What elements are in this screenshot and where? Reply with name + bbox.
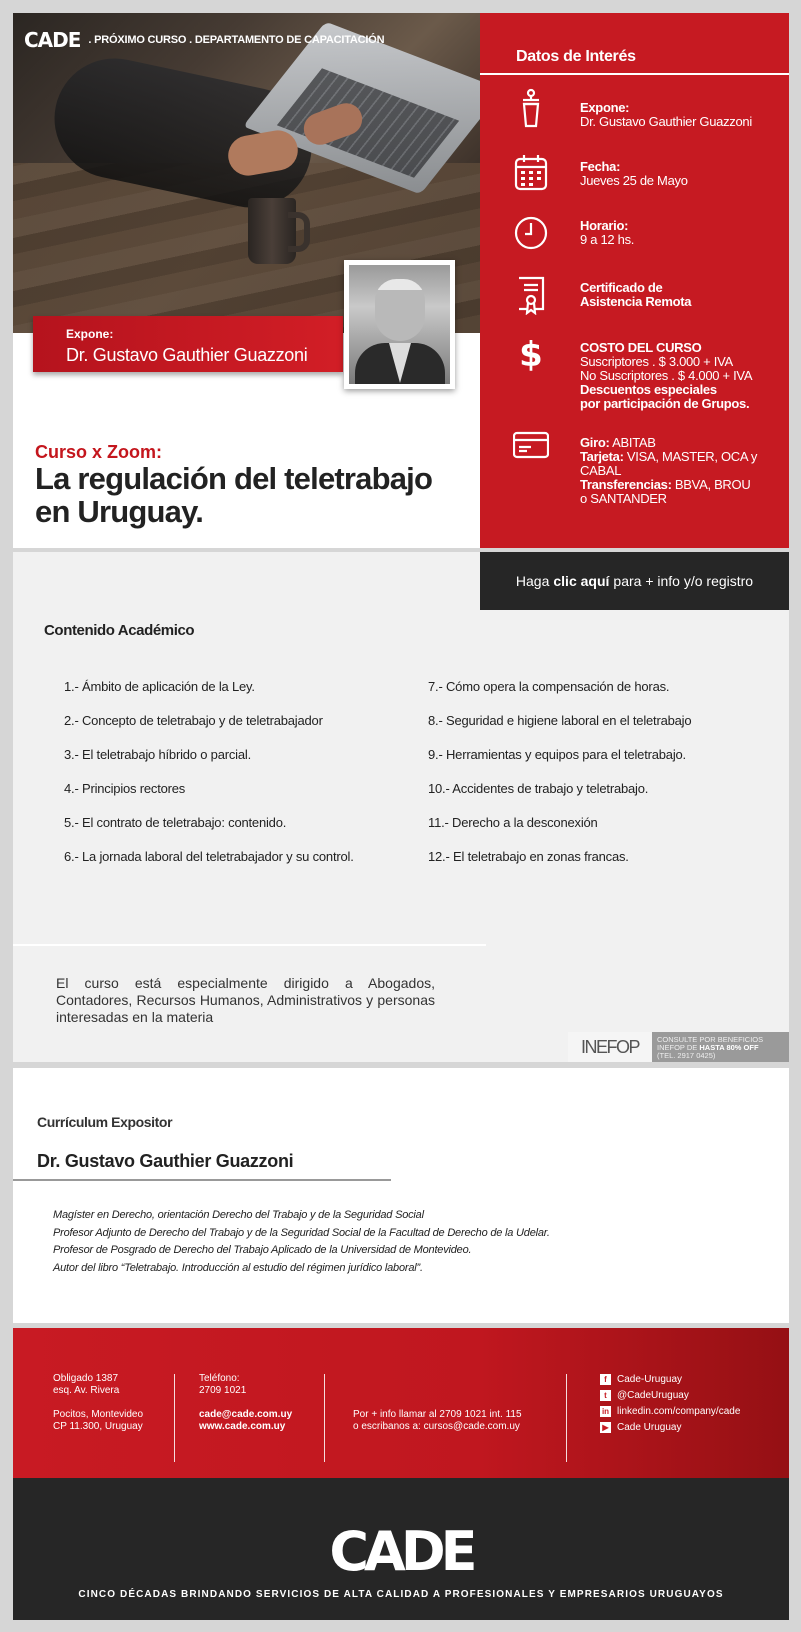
datos-transferencias-label: Transferencias:	[580, 477, 672, 492]
inefop-logo: INEFOP	[568, 1032, 652, 1062]
footer-info	[353, 1409, 522, 1433]
datos-costo-suscriptores: Suscriptores . $ 3.000 + IVA	[580, 354, 733, 369]
speaker-name: Dr. Gustavo Gauthier Guazzoni	[66, 345, 308, 365]
linkedin-icon: in	[601, 1407, 610, 1416]
datos-expone-value: Dr. Gustavo Gauthier Guazzoni	[580, 114, 752, 129]
cv-divider	[13, 1179, 391, 1181]
svg-text:$: $	[519, 335, 543, 373]
datos-fecha-label: Fecha:	[580, 159, 621, 174]
certificate-icon	[513, 275, 549, 315]
cv-line: Profesor de Posgrado de Derecho del Trabajo Aplicado de la Universidad de Montevideo.	[53, 1244, 472, 1256]
contenido-title: Contenido Académico	[44, 622, 195, 639]
list-item: 2.- Concepto de teletrabajo y de teletrabajador	[64, 713, 323, 728]
address-line: CP 11.300, Uruguay	[53, 1421, 143, 1432]
course-title: La regulación del teletrabajo en Uruguay.	[35, 461, 433, 529]
datos-horario-label: Horario:	[580, 218, 629, 233]
social-youtube[interactable]	[600, 1422, 681, 1433]
footer-separator	[174, 1374, 175, 1462]
inefop-banner[interactable]	[568, 1032, 789, 1062]
address-line: Pocitos, Montevideo	[53, 1409, 144, 1420]
cta-link[interactable]: clic aquí	[553, 573, 610, 589]
calendar-icon	[513, 153, 549, 193]
list-item: 7.- Cómo opera la compensación de horas.	[428, 679, 670, 694]
divider	[13, 944, 486, 946]
list-item: 9.- Herramientas y equipos para el teletrabajo.	[428, 747, 686, 762]
audience-text: El curso está especialmente dirigido a Abogados, Contadores, Recursos Humanos, Administrativos y personas interesadas en la materia	[56, 975, 435, 1025]
speaker-icon	[513, 88, 549, 128]
datos-title: Datos de Interés	[516, 48, 636, 65]
address-line: Obligado 1387	[53, 1373, 119, 1384]
cv-kicker: Currículum Expositor	[37, 1114, 173, 1130]
address-line: esq. Av. Rivera	[53, 1385, 120, 1396]
email-link[interactable]: cade@cade.com.uy	[199, 1409, 293, 1420]
cv-line: Profesor Adjunto de Derecho del Trabajo y de la Seguridad Social de la Facultad de Derecho de la Udelar.	[53, 1226, 550, 1239]
speaker-label: Expone:	[66, 327, 114, 341]
social-label: linkedin.com/company/cade	[617, 1406, 741, 1417]
datos-certificado-line2: Asistencia Remota	[580, 294, 692, 309]
dollar-icon	[513, 333, 549, 373]
cta-post: para + info y/o registro	[613, 573, 754, 589]
phone-value[interactable]: 2709 1021	[199, 1385, 247, 1396]
inefop-discount: HASTA 80% OFF	[699, 1043, 759, 1052]
facebook-icon: f	[600, 1374, 611, 1385]
datos-horario-value: 9 a 12 hs.	[580, 232, 635, 247]
website-link[interactable]: www.cade.com.uy	[199, 1421, 286, 1432]
datos-tarjeta-label: Tarjeta:	[580, 449, 624, 464]
list-item: 6.- La jornada laboral del teletrabajador y su control.	[64, 849, 354, 864]
datos-giro-value: ABITAB	[609, 435, 656, 450]
youtube-icon: ▶	[600, 1422, 611, 1433]
list-item: 10.- Accidentes de trabajo y teletrabajo.	[428, 781, 649, 796]
list-item: 11.- Derecho a la desconexión	[428, 815, 598, 830]
info-line: Por + info llamar al 2709 1021 int. 115	[353, 1409, 522, 1420]
list-item: 1.- Ámbito de aplicación de la Ley.	[64, 679, 255, 694]
datos-descuentos-line1: Descuentos especiales	[580, 382, 717, 397]
twitter-icon: t	[600, 1390, 611, 1401]
register-cta-button[interactable]	[480, 552, 789, 610]
datos-expone-label: Expone:	[580, 100, 630, 115]
cade-logo: CADE	[24, 28, 81, 52]
inefop-line2-pre: INEFOP DE	[657, 1043, 700, 1052]
footer-separator	[566, 1374, 567, 1462]
inefop-line3: (TEL. 2917 0425)	[657, 1051, 716, 1060]
cta-pre: Haga	[515, 573, 550, 589]
inefop-line1: CONSULTE POR BENEFICIOS	[657, 1035, 764, 1044]
cv-lines	[53, 1207, 550, 1277]
datos-fecha-value: Jueves 25 de Mayo	[580, 173, 688, 188]
datos-costo-no-suscriptores: No Suscriptores . $ 4.000 + IVA	[580, 368, 753, 383]
cv-line: Autor del libro “Teletrabajo. Introducción al estudio del régimen jurídico laboral”.	[53, 1261, 423, 1274]
list-item: 8.- Seguridad e higiene laboral en el teletrabajo	[428, 713, 692, 728]
course-kicker: Curso x Zoom:	[35, 442, 163, 462]
list-item: 12.- El teletrabajo en zonas francas.	[428, 849, 629, 864]
datos-certificado-line1: Certificado de	[580, 280, 663, 295]
phone-label: Teléfono:	[199, 1373, 240, 1384]
header-tagline: . PRÓXIMO CURSO . DEPARTAMENTO DE CAPACITACIÓN	[88, 34, 385, 46]
cv-panel	[13, 1068, 789, 1323]
datos-costo-label: COSTO DEL CURSO	[580, 340, 702, 355]
social-label: Cade Uruguay	[617, 1422, 682, 1433]
social-label: Cade-Uruguay	[617, 1374, 683, 1385]
clock-icon	[513, 213, 549, 253]
footer-address	[53, 1373, 143, 1433]
footer-separator	[324, 1374, 325, 1462]
social-facebook[interactable]	[600, 1374, 682, 1385]
social-linkedin[interactable]	[600, 1406, 740, 1417]
speaker-band	[33, 316, 343, 372]
content-panel-right	[480, 610, 789, 1062]
slogan: CINCO DÉCADAS BRINDANDO SERVICIOS DE ALTA CALIDAD A PROFESIONALES Y EMPRESARIOS URUGUAYOS	[78, 1589, 724, 1600]
list-item: 4.- Principios rectores	[64, 781, 186, 796]
credit-card-icon	[513, 425, 549, 465]
social-label: @CadeUruguay	[617, 1390, 689, 1401]
speaker-photo	[344, 260, 455, 389]
datos-giro-label: Giro:	[580, 435, 610, 450]
brand-bar	[24, 28, 384, 52]
datos-panel	[480, 13, 789, 548]
info-line: o escribanos a: cursos@cade.com.uy	[353, 1421, 520, 1432]
cv-line: Magíster en Derecho, orientación Derecho del Trabajo y de la Seguridad Social	[53, 1209, 424, 1221]
cv-name: Dr. Gustavo Gauthier Guazzoni	[37, 1151, 294, 1171]
list-item: 5.- El contrato de teletrabajo: contenido.	[64, 815, 287, 830]
cade-logo-large: CADE	[329, 1520, 473, 1583]
datos-tarjeta-value: VISA, MASTER, OCA y CABAL	[580, 449, 758, 478]
footer-contact	[199, 1373, 292, 1433]
social-twitter[interactable]	[600, 1390, 689, 1401]
datos-transferencias-value: BBVA, BROU o SANTANDER	[580, 477, 751, 506]
datos-descuentos-line2: por participación de Grupos.	[580, 396, 750, 411]
list-item: 3.- El teletrabajo híbrido o parcial.	[64, 747, 251, 762]
